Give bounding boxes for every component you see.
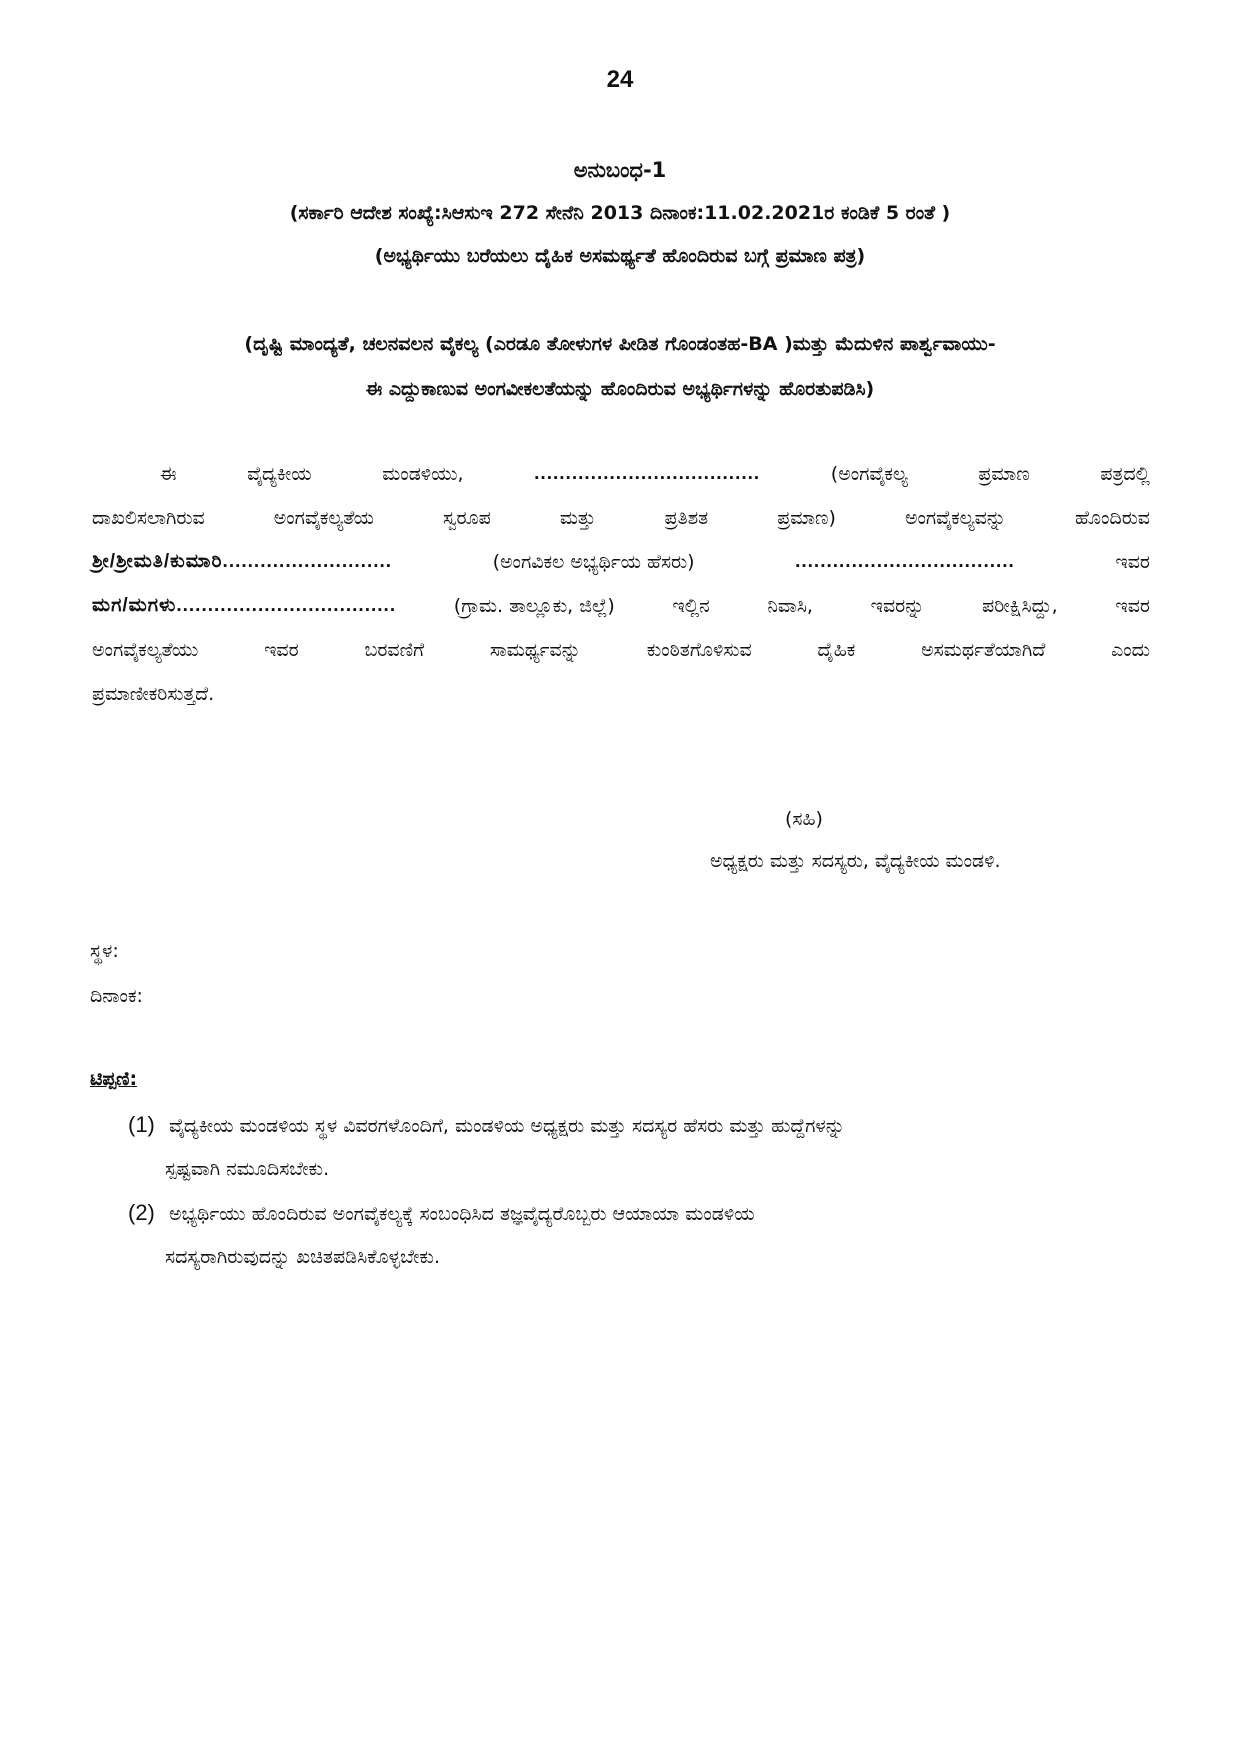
word: ವೈದ್ಯಕೀಯ: [247, 463, 312, 485]
date-label: ದಿನಾಂಕ:: [90, 985, 143, 1007]
word: ಪ್ರಮಾಣ): [777, 507, 836, 529]
note-item-1: [128, 1112, 845, 1138]
word: (ಗ್ರಾಮ. ತಾಲ್ಲೂಕು, ಜಿಲ್ಲೆ): [453, 595, 615, 617]
blank-field-disability[interactable]: ....................................: [534, 463, 761, 484]
page-number: 24: [606, 66, 634, 93]
word: ಸಾಮರ್ಥ್ಯವನ್ನು: [489, 639, 581, 661]
note-item-2-continuation: ಸದಸ್ಯರಾಗಿರುವುದನ್ನು ಖಚಿತಪಡಿಸಿಕೊಳ್ಳಬೇಕು.: [165, 1246, 440, 1268]
word: ಸ್ವರೂಪ: [442, 507, 491, 529]
signature-mark: (ಸಹಿ): [785, 808, 823, 830]
word: (ಅಂಗವೈಕಲ್ಯ: [830, 463, 908, 485]
word: ನಿವಾಸಿ,: [767, 595, 813, 617]
note-number: (1): [128, 1112, 155, 1137]
blank-field-parent-name[interactable]: ...................................: [795, 551, 1015, 572]
exclusion-note-line2: ಈ ಎದ್ದುಕಾಣುವ ಅಂಗವೀಕಲತೆಯನ್ನು ಹೊಂದಿರುವ ಅಭ್ಯರ್ಥಿಗಳನ್ನು ಹೊರತುಪಡಿಸಿ): [365, 378, 875, 400]
note-item-2: [128, 1200, 755, 1226]
place-label: ಸ್ಥಳ:: [90, 940, 119, 962]
word: ಅಂಗವೈಕಲ್ಯತೆಯು: [92, 639, 199, 661]
notes-heading: ಟಿಪ್ಪಣಿ:: [90, 1068, 138, 1090]
note-text: ವೈದ್ಯಕೀಯ ಮಂಡಳಿಯ ಸ್ಥಳ ವಿವರಗಳೊಂದಿಗೆ, ಮಂಡಳಿಯ ಅಧ್ಯಕ್ಷರು ಮತ್ತು ಸದಸ್ಯರ ಹೆಸರು ಮತ್ತು ಹುದ್ದೆಗಳನ್ನು: [168, 1115, 845, 1137]
word: ಪ್ರಮಾಣ: [978, 463, 1030, 485]
word: ಮತ್ತು: [559, 507, 596, 529]
word: ಅಂಗವೈಕಲ್ಯತೆಯ: [273, 507, 374, 529]
word: ಎಂದು: [1111, 639, 1150, 661]
word: ಅಂಗವೈಕಲ್ಯವನ್ನು: [904, 507, 1006, 529]
word: ಇವರ: [1115, 595, 1150, 617]
word: ಇವರ: [1115, 551, 1150, 573]
body-line-1: [92, 452, 1150, 496]
annexure-title: ಅನುಬಂಧ-1: [573, 158, 667, 182]
word: ಕುಂಠಿತಗೊಳಿಸುವ: [646, 639, 752, 661]
body-line-5: [92, 628, 1150, 672]
word: ದೈಹಿಕ: [817, 639, 856, 661]
word: ದಾಖಲಿಸಲಾಗಿರುವ: [92, 507, 205, 529]
word: ಹೊಂದಿರುವ: [1074, 507, 1150, 529]
note-item-1-continuation: ಸ್ಪಷ್ಟವಾಗಿ ನಮೂದಿಸಬೇಕು.: [165, 1158, 330, 1180]
certificate-body: [92, 452, 1150, 716]
word: ಪತ್ರದಲ್ಲಿ: [1100, 463, 1150, 485]
body-line-2: [92, 496, 1150, 540]
word: ಅಸಮರ್ಥತೆಯಾಗಿದೆ: [921, 639, 1046, 661]
blank-field-son-daughter[interactable]: ಮಗ/ಮಗಳು...................................: [92, 595, 397, 616]
word: ಪ್ರಮಾಣೀಕರಿಸುತ್ತದೆ.: [92, 683, 215, 705]
word: ಪರೀಕ್ಷಿಸಿದ್ದು,: [982, 595, 1058, 617]
note-number: (2): [128, 1200, 155, 1225]
word: ಬರವಣಿಗೆ: [364, 639, 425, 661]
body-line-6: [92, 672, 1150, 716]
word: ಇಲ್ಲಿನ: [672, 595, 710, 617]
word: ಇವರ: [264, 639, 299, 661]
word: ಪ್ರತಿಶತ: [664, 507, 709, 529]
word: ಇವರನ್ನು: [870, 595, 925, 617]
body-line-4: [92, 584, 1150, 628]
word: ಈ: [160, 463, 177, 485]
order-reference: (ಸರ್ಕಾರಿ ಆದೇಶ ಸಂಖ್ಯೆ:ಸಿಆಸುಇ 272 ಸೇನೆನಿ 2013 ದಿನಾಂಕ:11.02.2021ರ ಕಂಡಿಕೆ 5 ರಂತೆ ): [289, 202, 951, 224]
signature-title: ಅಧ್ಯಕ್ಷರು ಮತ್ತು ಸದಸ್ಯರು, ವೈದ್ಯಕೀಯ ಮಂಡಳಿ.: [710, 850, 1001, 872]
certificate-title: (ಅಭ್ಯರ್ಥಿಯು ಬರೆಯಲು ದೈಹಿಕ ಅಸಮರ್ಥ್ಯತೆ ಹೊಂದಿರುವ ಬಗ್ಗೆ ಪ್ರಮಾಣ ಪತ್ರ): [374, 245, 866, 267]
note-text: ಅಭ್ಯರ್ಥಿಯು ಹೊಂದಿರುವ ಅಂಗವೈಕಲ್ಯಕ್ಕೆ ಸಂಬಂಧಿಸಿದ ತಜ್ಞವೈದ್ಯರೊಬ್ಬರು ಆಯಾಯಾ ಮಂಡಳಿಯ: [168, 1203, 755, 1225]
blank-field-candidate-title[interactable]: ಶ್ರೀ/ಶ್ರೀಮತಿ/ಕುಮಾರಿ...........................: [92, 551, 393, 572]
word: (ಅಂಗವಿಕಲ ಅಭ್ಯರ್ಥಿಯ ಹೆಸರು): [492, 551, 695, 573]
exclusion-note-line1: (ದೃಷ್ಟಿ ಮಾಂದ್ಯತೆ, ಚಲನವಲನ ವೈಕಲ್ಯ (ಎರಡೂ ತೋಳುಗಳ ಪೀಡಿತ ಗೊಂಡಂತಹ-BA )ಮತ್ತು ಮೆದುಳಿನ ಪಾರ್ಶ್ವವಾಯು-: [244, 333, 996, 355]
body-line-3: [92, 540, 1150, 584]
word: ಮಂಡಳಿಯು,: [382, 463, 464, 485]
